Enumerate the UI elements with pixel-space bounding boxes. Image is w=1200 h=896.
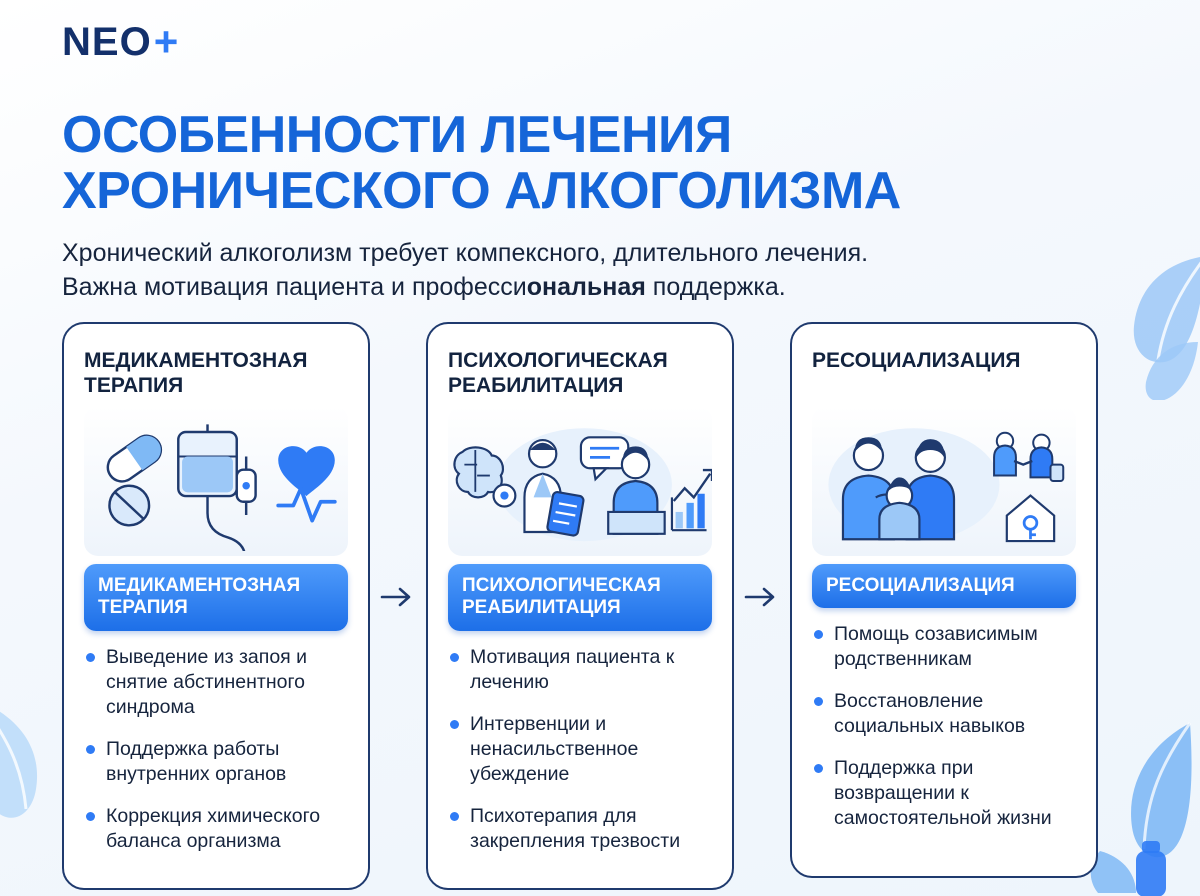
brand-logo xyxy=(62,18,179,66)
illustration-family-support xyxy=(812,406,1076,556)
stage-card-resocialization xyxy=(790,322,1098,878)
page-title xyxy=(62,107,1152,219)
list-item: Выведение из запоя и снятие абстинентного синдрома xyxy=(84,645,348,720)
list-item: Восстановление социальных навыков xyxy=(812,689,1076,739)
list-item: Мотивация пациента к лечению xyxy=(448,645,712,695)
subtitle-line-1: Хронический алкоголизм требует компексного, длительного лечения. xyxy=(62,239,869,267)
arrow-1-to-2 xyxy=(370,322,426,610)
stage-heading-3: РЕСОЦИАЛИЗАЦИЯ xyxy=(812,349,1021,372)
list-item: Психотерапия для закрепления трезвости xyxy=(448,804,712,854)
stage-columns xyxy=(62,322,1142,890)
subtitle-line-2-bold: ональная xyxy=(526,272,646,301)
stage-pill-3: РЕСОЦИАЛИЗАЦИЯ xyxy=(812,564,1076,608)
stage-heading-1: МЕДИКАМЕНТОЗНАЯ ТЕРАПИЯ xyxy=(84,349,308,398)
stage-card-psychological xyxy=(426,322,734,890)
list-item: Коррекция химического баланса организма xyxy=(84,804,348,854)
stage-pill-2: ПСИХОЛОГИЧЕСКАЯ РЕАБИЛИТАЦИЯ xyxy=(448,564,712,631)
list-item: Интервенции и ненасильственное убеждение xyxy=(448,712,712,787)
stage-heading-2: ПСИХОЛОГИЧЕСКАЯ РЕАБИЛИТАЦИЯ xyxy=(448,349,668,398)
list-item: Помощь созависимым родственникам xyxy=(812,622,1076,672)
list-item: Поддержка при возвращении к самостоятельной жизни xyxy=(812,756,1076,831)
stage-card-medication xyxy=(62,322,370,890)
brand-plus-icon: + xyxy=(153,18,180,65)
stage-bullets-3 xyxy=(812,622,1076,831)
illustration-pills-iv-heartbeat xyxy=(84,406,348,556)
subtitle-line-2a: Важна мотивация пациента и професси xyxy=(62,272,527,301)
illustration-therapy-session xyxy=(448,406,712,556)
arrow-2-to-3 xyxy=(734,322,790,610)
page-subtitle xyxy=(62,237,1062,305)
stage-bullets-1 xyxy=(84,645,348,854)
subtitle-line-2c: поддержка. xyxy=(645,272,786,301)
brand-name: NEO xyxy=(62,19,152,64)
list-item: Поддержка работы внутренних органов xyxy=(84,737,348,787)
stage-bullets-2 xyxy=(448,645,712,854)
page-title-line2: ХРОНИЧЕСКОГО АЛКОГОЛИЗМА xyxy=(62,161,901,220)
stage-pill-1: МЕДИКАМЕНТОЗНАЯ ТЕРАПИЯ xyxy=(84,564,348,631)
page-title-line1: ОСОБЕННОСТИ ЛЕЧЕНИЯ xyxy=(62,105,732,164)
